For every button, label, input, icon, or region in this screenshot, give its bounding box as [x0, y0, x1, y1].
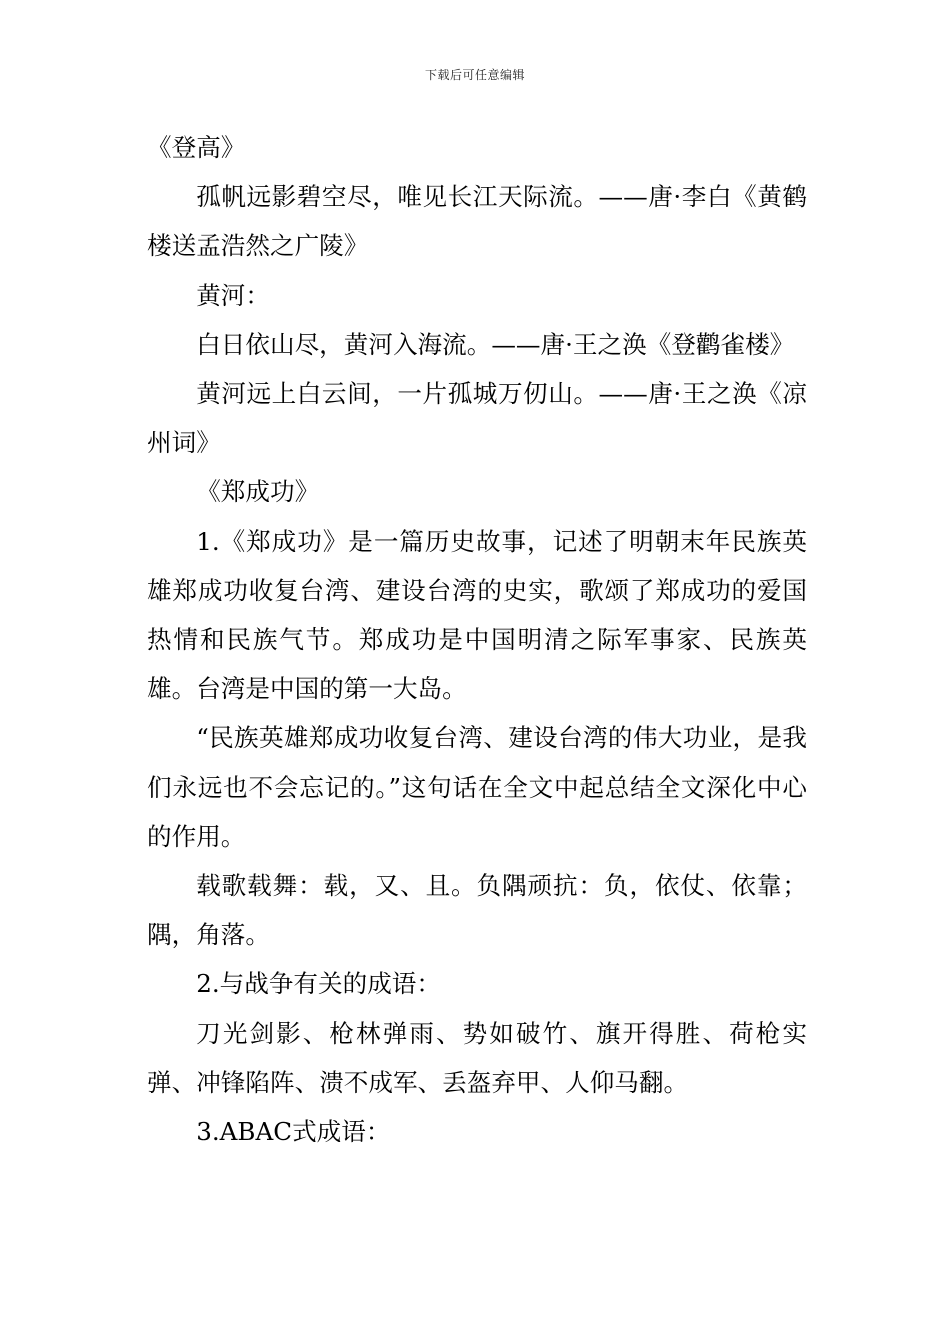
- paragraph-title-zhengchenggong: 《郑成功》: [196, 477, 320, 507]
- paragraph-poem-dengguanque: 白日依山尽，黄河入海流。——唐·王之涣《登鹳雀楼》: [196, 329, 795, 359]
- paragraph-quote: “民族英雄郑成功收复台湾、建设台湾的伟大功业，是我们永远也不会忘记的。”这句话在全文中起总结全文深化中心的作用。: [147, 723, 807, 851]
- paragraph-poem-li-bai: 孤帆远影碧空尽，唯见长江天际流。——唐·李白《黄鹤楼送孟浩然之广陵》: [147, 182, 807, 261]
- paragraph-point-1: 1.《郑成功》是一篇历史故事，记述了明朝末年民族英雄郑成功收复台湾、建设台湾的史实，歌颂了郑成功的爱国热情和民族气节。郑成功是中国明清之际军事家、民族英雄。台湾是中国的第一大岛。: [147, 526, 807, 704]
- paragraph-word-definitions: 载歌载舞：载，又、且。负隅顽抗：负，依仗、依靠；隅，角落。: [147, 871, 807, 950]
- paragraph-poem-liangzhouci: 黄河远上白云间，一片孤城万仞山。——唐·王之涣《凉州词》: [147, 379, 807, 458]
- paragraph-war-idioms: 刀光剑影、枪林弹雨、势如破竹、旗开得胜、荷枪实弹、冲锋陷阵、溃不成军、丢盔弃甲、人仰马翻。: [147, 1018, 807, 1097]
- paragraph-title-denggao: 《登高》: [147, 133, 246, 162]
- paragraph-heading-huanghe: 黄河：: [196, 280, 270, 310]
- page-header: 下载后可任意编辑: [424, 68, 525, 82]
- paragraph-point-3: 3.ABAC式成语：: [196, 1117, 391, 1147]
- paragraph-point-2: 2.与战争有关的成语：: [196, 969, 441, 999]
- document-body: [147, 123, 807, 1156]
